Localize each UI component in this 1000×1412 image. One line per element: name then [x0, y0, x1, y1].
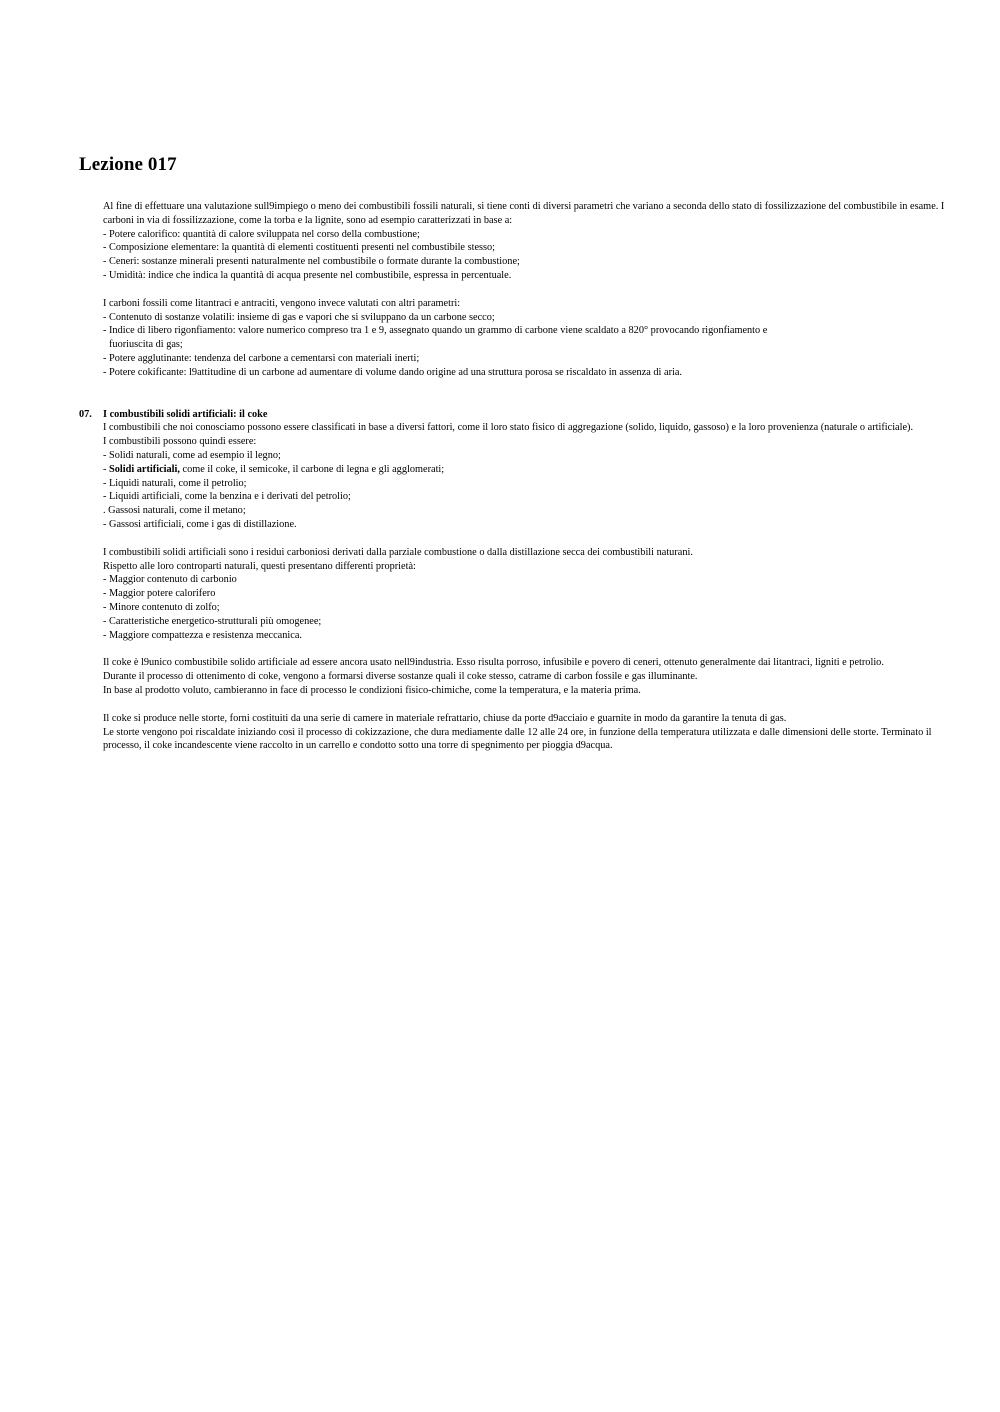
list-item-continuation: fuoriuscita di gas;: [109, 339, 183, 351]
spacer: [103, 380, 953, 408]
spacer: [103, 532, 953, 546]
intro-paragraph: Al fine di effettuare una valutazione sull9impiego o meno dei combustibili fossili naturali, si tiene conti di diversi parametri che variano a seconda dello stato di fossilizzazione del combustibile in esame. I carboni in via di fossilizzazione, come la torba e la lignite, sono ad esempio caratterizzati in base a:: [103, 201, 945, 226]
intro-paragraph-2: I carboni fossili come litantraci e antraciti, vengono invece valutati con altri parametri:: [103, 297, 461, 309]
list-item: - Liquidi naturali, come il petrolio;: [103, 477, 247, 489]
list-item: - Potere calorifico: quantità di calore sviluppata nel corso della combustione;: [103, 228, 420, 240]
list-item-text: come il coke, il semicoke, il carbone di legna e gli agglomerati;: [179, 463, 445, 475]
section-paragraph: Rispetto alle loro controparti naturali, questi presentano differenti proprietà:: [103, 560, 416, 572]
list-item: [103, 463, 953, 477]
list-item: - Maggior contenuto di carbonio: [103, 574, 237, 586]
list-item: - Contenuto di sostanze volatili: insieme di gas e vapori che si sviluppano da un carbone secco;: [103, 311, 495, 323]
section-paragraph: Il coke è l9unico combustibile solido artificiale ad essere ancora usato nell9industria. Esso risulta porroso, infusibile e povero di ceneri, ottenuto generalmente dai litantraci, ligniti e petrolio.: [103, 657, 884, 669]
spacer: [103, 283, 953, 297]
page-title: Lezione 017: [79, 154, 177, 175]
list-item: - Ceneri: sostanze minerali presenti naturalmente nel combustibile o formate durante la combustione;: [103, 256, 520, 268]
list-item: - Umidità: indice che indica la quantità di acqua presente nel combustibile, espressa in percentuale.: [103, 269, 512, 281]
section-paragraph: Le storte vengono poi riscaldate iniziando così il processo di cokizzazione, che dura mediamente dalle 12 alle 24 ore, in funzione della temperatura utilizzata e dalle dimensioni delle storte. Terminato il processo, il coke incandescente viene raccolto in un carrello e condotto sotto una torre di spegnimento per pioggia d9acqua.: [103, 726, 932, 752]
list-item: - Potere agglutinante: tendenza del carbone a cementarsi con materiali inerti;: [103, 352, 420, 364]
list-item: - Caratteristiche energetico-strutturali più omogenee;: [103, 615, 322, 627]
list-item: - Maggiore compattezza e resistenza meccanica.: [103, 629, 302, 641]
list-item: - Maggior potere calorifero: [103, 588, 216, 600]
section-paragraph: I combustibili solidi artificiali sono i residui carboniosi derivati dalla parziale combustione o dalla distillazione secca dei combustibili naturani.: [103, 546, 693, 558]
list-item-bold: Solidi artificiali,: [109, 463, 180, 475]
section-heading: [79, 408, 953, 422]
list-item: - Solidi naturali, come ad esempio il legno;: [103, 449, 281, 461]
document-body: [79, 200, 953, 753]
list-item: - Gassosi artificiali, come i gas di distillazione.: [103, 518, 297, 530]
list-item: - Minore contenuto di zolfo;: [103, 601, 220, 613]
section-paragraph: In base al prodotto voluto, cambieranno in face di processo le condizioni fisico-chimiche, come la temperatura, e la materia prima.: [103, 684, 641, 696]
list-item: - Liquidi artificiali, come la benzina e i derivati del petrolio;: [103, 491, 351, 503]
list-item: - Indice di libero rigonfiamento: valore numerico compreso tra 1 e 9, assegnato quando un grammo di carbone viene scaldato a 820° provocando rigonfiamento e: [103, 325, 768, 337]
section-paragraph: Durante il processo di ottenimento di coke, vengono a formarsi diverse sostanze quali il coke stesso, catrame di carbon fossile e gas illuminante.: [103, 671, 698, 683]
list-item: . Gassosi naturali, come il metano;: [103, 505, 246, 517]
section-paragraph: Il coke si produce nelle storte, forni costituiti da una serie di camere in materiale refrattario, chiuse da porte d9acciaio e guarnite in modo da garantire la tenuta di gas.: [103, 712, 787, 724]
section-paragraph: I combustibili che noi conosciamo possono essere classificati in base a diversi fattori, come il loro stato fisico di aggregazione (solido, liquido, gassoso) e la loro provenienza (naturale o artificiale).: [103, 422, 914, 434]
list-item: - Composizione elementare: la quantità di elementi costituenti presenti nel combustibile stesso;: [103, 242, 496, 254]
list-item: - Potere cokificante: l9attitudine di un carbone ad aumentare di volume dando origine ad una struttura porosa se riscaldato in assenza di aria.: [103, 366, 682, 378]
list-item-prefix: -: [103, 463, 110, 475]
spacer: [103, 642, 953, 656]
section-title: I combustibili solidi artificiali: il coke: [103, 408, 268, 420]
spacer: [103, 698, 953, 712]
section-number: 07.: [79, 408, 92, 420]
section-paragraph: I combustibili possono quindi essere:: [103, 436, 257, 448]
